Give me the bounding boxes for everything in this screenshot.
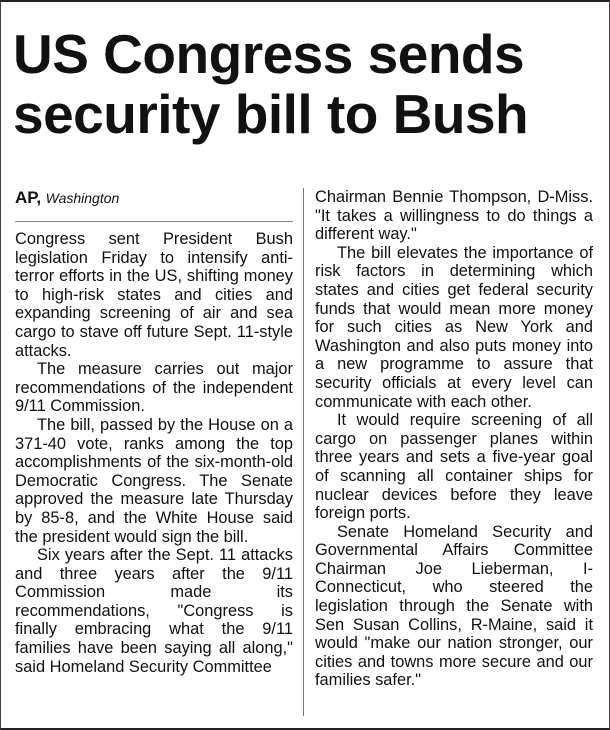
paragraph: Senate Homeland Security and Governmental Affairs Committee Chairman Joe Lieberman, I-Connecticut, who steered the legislation through the Senate with Sen Susan Collins, R-Maine, said it would "make our nation stronger, our cities and towns more secure and our families safer." <box>315 522 593 690</box>
byline <box>15 188 293 209</box>
paragraph: The measure carries out major recommendations of the independent 9/11 Commission. <box>15 360 293 416</box>
paragraph: Congress sent President Bush legislation Friday to intensify anti-terror efforts in the US, shifting money to high-risk states and cities and expanding screening of air and sea cargo to stave off future Sept. 11-style attacks. <box>15 230 293 360</box>
paragraph: Six years after the Sept. 11 attacks and three years after the 9/11 Commission made its recommendations, "Congress is finally embracing what the 9/11 families have been saying all along," said Homeland Security Committee <box>15 546 293 676</box>
paragraph: It would require screening of all cargo on passenger planes within three years and sets a five-year goal of scanning all container ships for nuclear devices before they leave foreign ports. <box>315 411 593 523</box>
article-body <box>15 188 595 718</box>
paragraph: Chairman Bennie Thompson, D-Miss. "It takes a willingness to do things a different way." <box>315 188 593 244</box>
column-divider <box>303 188 304 716</box>
right-column <box>315 188 593 690</box>
left-column <box>15 188 293 676</box>
byline-divider <box>15 221 293 222</box>
paragraph: The bill elevates the importance of risk factors in determining which states and cities get federal security funds that would mean more money for such cities as New York and Washington and also puts money into a new programme to assure that security officials at every level can communicate with each other. <box>315 243 593 411</box>
headline: US Congress sends security bill to Bush <box>13 23 529 145</box>
paragraph: The bill, passed by the House on a 371-40 vote, ranks among the top accomplishments of the six-month-old Democratic Congress. The Senate approved the measure late Thursday by 85-8, and the White House said the president would sign the bill. <box>15 415 293 546</box>
byline-agency: AP, <box>15 188 42 207</box>
byline-location: Washington <box>45 190 120 206</box>
